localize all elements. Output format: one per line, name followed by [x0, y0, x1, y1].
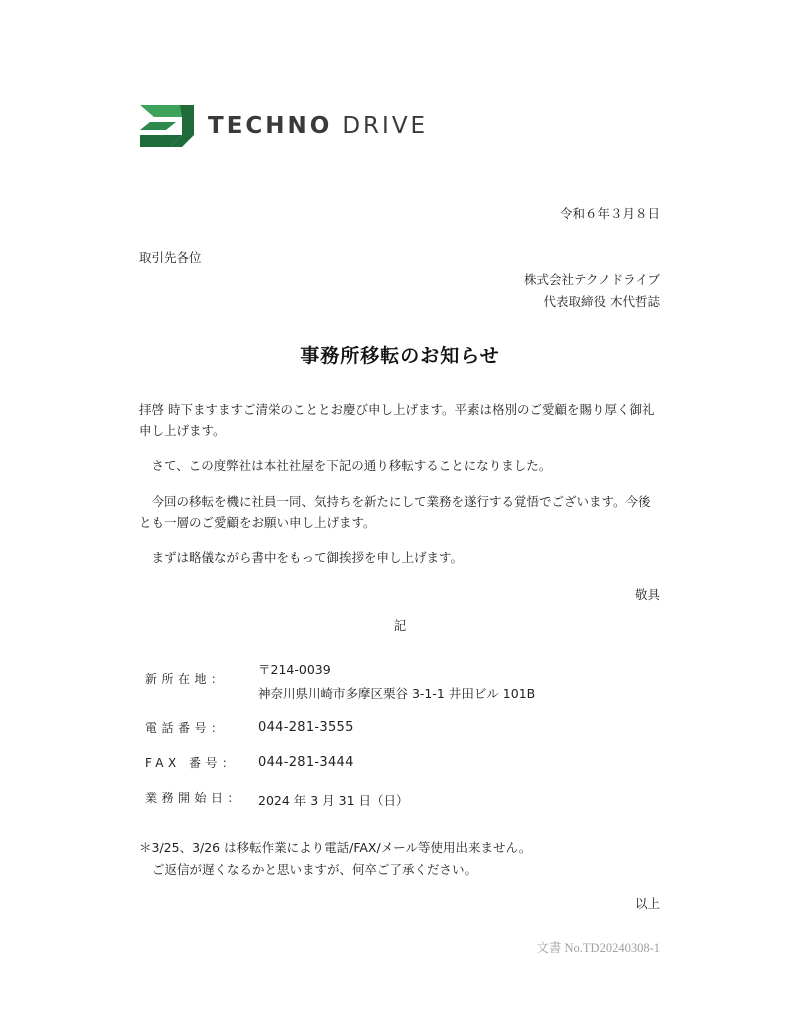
issue-date: 令和６年３月８日: [559, 206, 660, 221]
fax-number: 044-281-3444: [258, 755, 354, 770]
logo-wordmark: [208, 113, 428, 139]
announcement-paragraph: さて、この度弊社は本社社屋を下記の通り移転することになりました。: [151, 458, 552, 473]
greeting-paragraph: 拝啓 時下ますますご清栄のこととお慶び申し上げます。平素は格別のご愛顧を賜り厚く御礼申し上げます。: [139, 402, 655, 438]
commitment-paragraph: 今回の移転を機に社員一同、気持ちを新たにして業務を遂行する覚悟でございます。今後とも一層のご愛顧をお願い申し上げます。: [139, 494, 651, 530]
note-line-2: ご返信が遅くなるかと思いますが、何卒ご了承ください。: [152, 862, 478, 877]
document-number: 文書 No.TD20240308-1: [536, 941, 660, 955]
tel-label: 電話番号：: [145, 721, 228, 735]
recipient: 取引先各位: [139, 250, 202, 265]
document-title: 事務所移転のお知らせ: [300, 345, 500, 367]
sender-representative: 代表取締役 木代哲誌: [543, 294, 660, 309]
ki-heading: 記: [393, 618, 407, 633]
start-date: 2024 年 3 月 31 日（日）: [258, 793, 409, 808]
logo-word-techno: TECHNO: [208, 113, 333, 139]
new-address: 神奈川県川崎市多摩区栗谷 3-1-1 井田ビル 101B: [258, 686, 536, 701]
techno-drive-logo-icon: [140, 105, 194, 147]
keigu: 敬具: [634, 587, 660, 602]
ijou: 以上: [634, 896, 660, 911]
fax-label: FAX 番号：: [145, 756, 239, 770]
new-address-label: 新所在地：: [145, 672, 228, 686]
logo-word-drive: DRIVE: [342, 113, 429, 139]
closing-paragraph: まずは略儀ながら書中をもって御挨拶を申し上げます。: [151, 550, 464, 565]
start-date-label: 業務開始日：: [145, 791, 245, 805]
company-logo: [140, 104, 428, 148]
tel-number: 044-281-3555: [258, 720, 354, 735]
postal-code: 〒214-0039: [258, 662, 331, 677]
sender-company: 株式会社テクノドライブ: [523, 272, 660, 287]
note-line-1: ＊3/25、3/26 は移転作業により電話/FAX/メール等使用出来ません。: [139, 840, 532, 855]
